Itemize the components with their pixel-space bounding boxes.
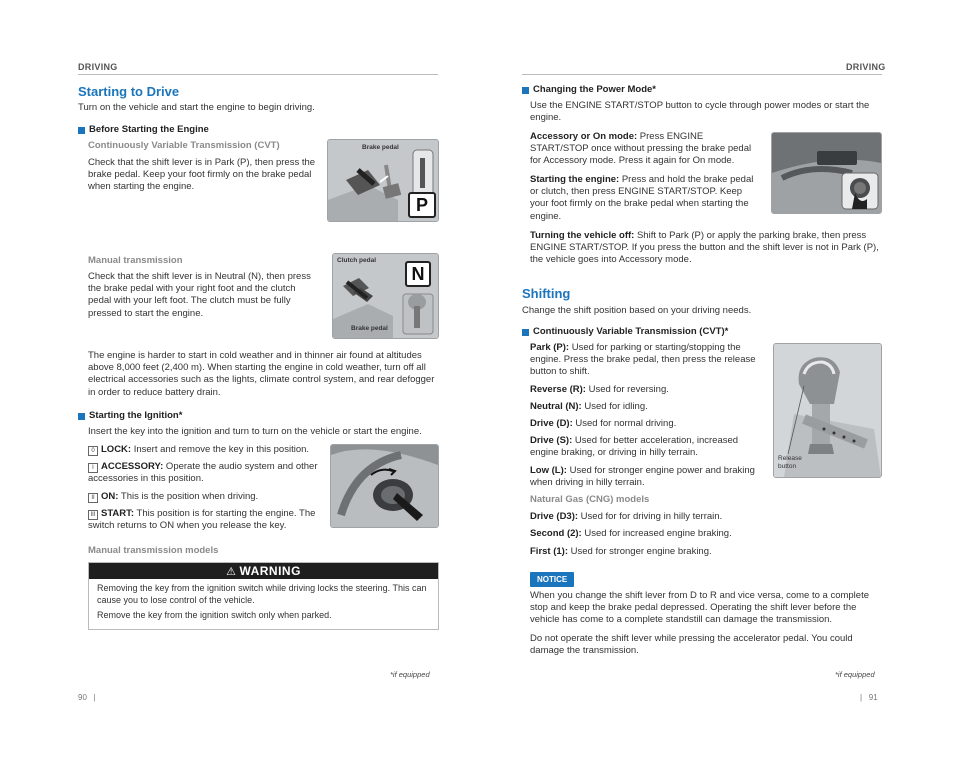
shift-lever-illustration [773, 343, 882, 478]
ignition-intro: Insert the key into the ignition and turn to turn on the vehicle or start the engine. [88, 426, 422, 437]
page-number-right: | 91 [860, 693, 878, 702]
cold-weather-text: The engine is harder to start in cold weather and in thinner air found at altitudes above 8,000 feet (2,400 m). When starting the engine in cold weather, turn off all electrical accessories such as the lights, climate control system, and rear defogger in order to reduce battery drain. [88, 350, 435, 398]
shift-item-park: Park (P): Used for parking or starting/stopping the engine. Press the brake pedal, then press the release button to shift. [530, 342, 756, 378]
shift-item-neutral: Neutral (N): Used for idling. [530, 400, 648, 412]
section-before-starting [78, 124, 209, 136]
section-bullet-icon [78, 413, 85, 420]
header-rule-left [78, 74, 438, 75]
clutch-pedal-illustration [332, 253, 439, 339]
shift-item-sport: Drive (S): Used for better acceleration, increased engine braking, or driving in hilly terrain. [530, 435, 739, 459]
warning-line-2: Remove the key from the ignition switch only when parked. [97, 610, 332, 620]
section-heading: Changing the Power Mode* [533, 84, 656, 95]
shift-position-list [530, 342, 762, 563]
section-bullet-icon [522, 329, 529, 336]
brake-pedal-illustration [327, 139, 439, 222]
warning-header [89, 563, 438, 579]
ignition-position-list [88, 444, 320, 537]
ignition-key-illustration [330, 444, 439, 528]
brake-pedal-caption: Brake pedal [362, 144, 399, 151]
park-letter-badge: P [408, 192, 436, 218]
neutral-letter-badge: N [405, 261, 431, 287]
page-number-left: 90 | [78, 693, 96, 702]
warning-line-1: Removing the key from the ignition switch while driving locks the steering. This can cause you to lose control of the vehicle. [97, 583, 427, 605]
shifting-intro: Change the shift position based on your driving needs. [522, 305, 752, 316]
section-heading: Starting the Ignition* [89, 410, 183, 421]
page-title: Starting to Drive [78, 84, 180, 99]
section-bullet-icon [522, 87, 529, 94]
section-starting-ignition [78, 410, 182, 422]
ignition-item-lock: 0 LOCK: Insert and remove the key in this position. [88, 444, 320, 456]
starting-engine-text: Starting the engine: Press and hold the brake pedal or clutch, then press ENGINE START/STOP. Keep your foot firmly on the brake pedal when starting the engine. [530, 174, 754, 222]
footnote-left: *if equipped [390, 670, 430, 679]
ignition-key-drawing [331, 445, 438, 527]
release-button-caption: Release button [778, 455, 802, 470]
notice-badge: NOTICE [530, 572, 574, 587]
footnote-right: *if equipped [835, 670, 875, 679]
section-heading: Continuously Variable Transmission (CVT)* [533, 326, 729, 337]
ignition-item-start: III START: This position is for starting the engine. The switch returns to ON when you release the key. [88, 507, 316, 532]
key-position-icon: III [88, 510, 98, 520]
shift-item-low: Low (L): Used for stronger engine power and braking when driving in hilly terrain. [530, 464, 755, 488]
shifting-title: Shifting [522, 286, 571, 301]
notice-text-1: When you change the shift lever from D to R and vice versa, come to a complete stop and keep the brake pedal depressed. Operating the shift lever before the vehicle has come to a complete standstill can damage the transmission. [530, 590, 869, 626]
header-right: DRIVING [846, 62, 886, 72]
shift-item-first: First (1): Used for stronger engine braking. [530, 545, 712, 557]
header-rule-right [522, 74, 882, 75]
notice-text-2: Do not operate the shift lever while pressing the accelerator pedal. You could damage the transmission. [530, 633, 853, 657]
cvt-text: Check that the shift lever is in Park (P), then press the brake pedal. Keep your foot firmly on the brake pedal when starting the engine. [88, 157, 316, 193]
warning-triangle-icon: ⚠ [226, 565, 237, 578]
ignition-item-accessory: I ACCESSORY: Operate the audio system and other accessories in this position. [88, 461, 318, 485]
key-position-icon: II [88, 493, 98, 503]
manual-models-label: Manual transmission models [88, 545, 219, 556]
shift-item-second: Second (2): Used for increased engine braking. [530, 528, 732, 540]
cng-models-label: Natural Gas (CNG) models [530, 494, 650, 506]
section-cvt [522, 326, 728, 338]
shift-item-drive: Drive (D): Used for normal driving. [530, 418, 677, 430]
key-position-icon: 0 [88, 446, 98, 456]
section-power-mode [522, 84, 656, 96]
engine-start-button-illustration [771, 132, 882, 214]
manual-text: Check that the shift lever is in Neutral (N), then press the brake pedal with your right foot and the clutch pedal with your left foot. The clutch must be fully pressed to start the engine. [88, 271, 311, 319]
key-position-icon: I [88, 463, 98, 473]
cvt-label: Continuously Variable Transmission (CVT) [88, 140, 280, 151]
shift-item-d3: Drive (D3): Used for for driving in hilly terrain. [530, 511, 723, 523]
ignition-item-on: II ON: This is the position when driving. [88, 491, 320, 503]
warning-title: WARNING [239, 564, 301, 578]
section-bullet-icon [78, 127, 85, 134]
clutch-pedal-caption: Clutch pedal [337, 257, 377, 264]
warning-box [88, 562, 439, 630]
accessory-mode-text: Accessory or On mode: Press ENGINE START/STOP once without pressing the brake pedal for Accessory mode. Press it again for On mode. [530, 131, 752, 167]
section-heading: Before Starting the Engine [89, 124, 209, 135]
power-intro: Use the ENGINE START/STOP button to cycle through power modes or start the engine. [530, 100, 870, 124]
shift-item-reverse: Reverse (R): Used for reversing. [530, 383, 669, 395]
manual-label: Manual transmission [88, 255, 183, 266]
intro-text: Turn on the vehicle and start the engine to begin driving. [78, 102, 315, 113]
engine-start-drawing [772, 133, 881, 213]
header-left: DRIVING [78, 62, 118, 72]
turning-off-text: Turning the vehicle off: Shift to Park (P) or apply the parking brake, then press ENGINE START/STOP. If you press the button and the shift lever is not in Park (P), the vehicle goes into Accessory mode. [530, 230, 879, 266]
brake-pedal-caption-manual: Brake pedal [351, 325, 388, 332]
